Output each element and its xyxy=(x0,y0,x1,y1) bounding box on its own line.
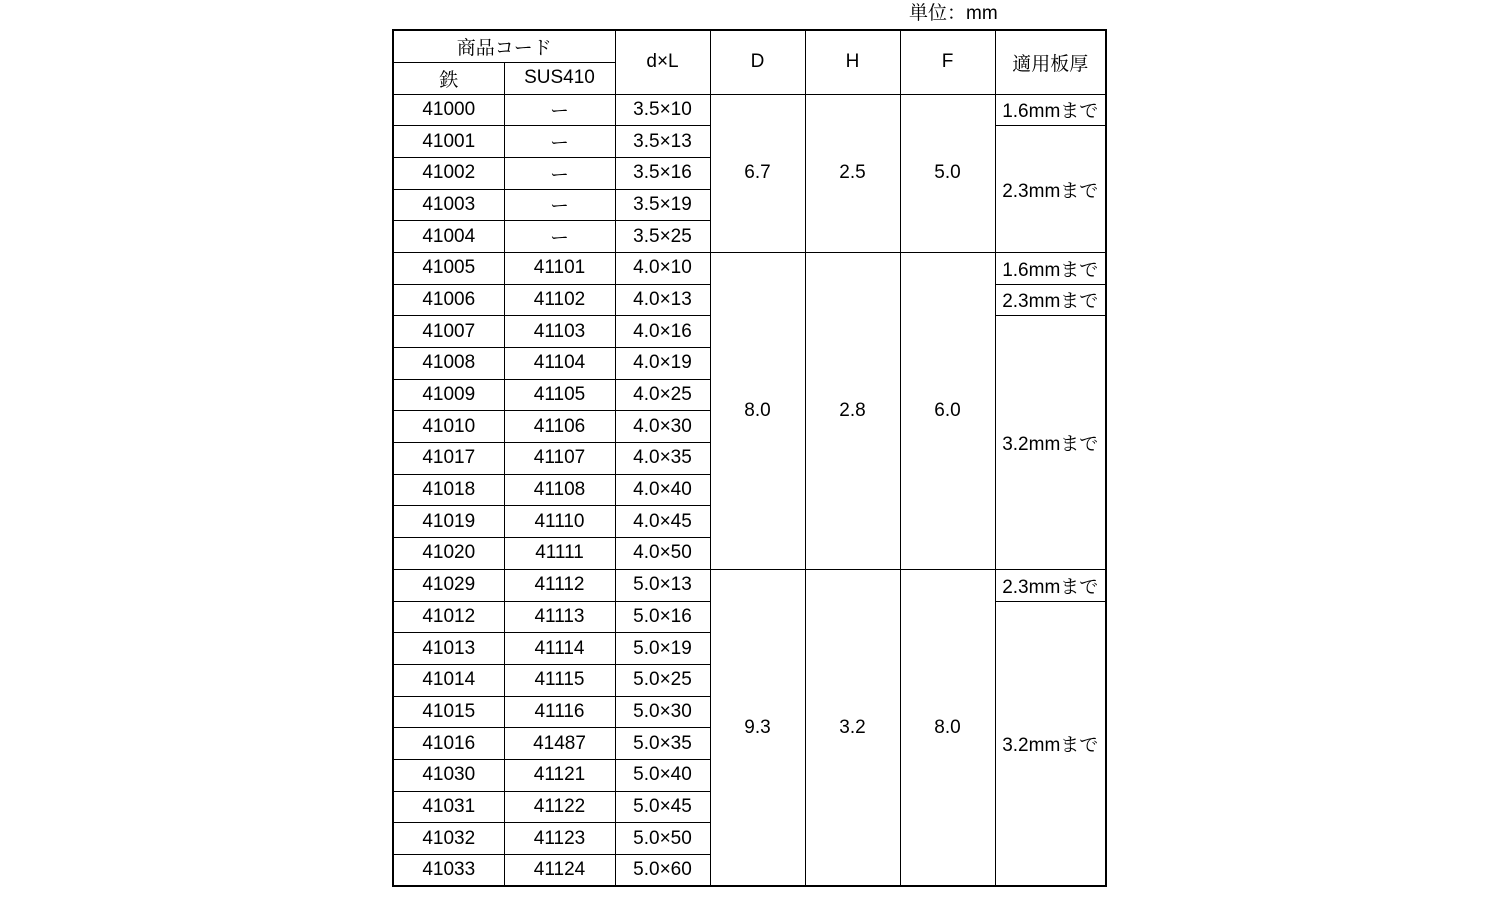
cell-iron-code: 41007 xyxy=(393,316,504,348)
cell-iron-code: 41020 xyxy=(393,538,504,570)
cell-dxl: 3.5×25 xyxy=(615,221,710,253)
cell-dxl: 4.0×13 xyxy=(615,284,710,316)
cell-sus410-code: ー xyxy=(504,157,615,189)
header-dxl: d×L xyxy=(615,30,710,94)
cell-iron-code: 41000 xyxy=(393,94,504,126)
cell-sus410-code: 41115 xyxy=(504,664,615,696)
header-sus410: SUS410 xyxy=(504,62,615,94)
cell-dxl: 4.0×50 xyxy=(615,538,710,570)
header-d: D xyxy=(710,30,805,94)
cell-thickness: 3.2mmまで xyxy=(995,601,1106,886)
cell-iron-code: 41012 xyxy=(393,601,504,633)
cell-dxl: 5.0×50 xyxy=(615,823,710,855)
cell-thickness: 1.6mmまで xyxy=(995,252,1106,284)
cell-iron-code: 41031 xyxy=(393,791,504,823)
cell-sus410-code: 41101 xyxy=(504,252,615,284)
cell-sus410-code: 41104 xyxy=(504,348,615,380)
table-row xyxy=(393,252,1106,284)
cell-sus410-code: 41121 xyxy=(504,759,615,791)
cell-thickness: 2.3mmまで xyxy=(995,569,1106,601)
cell-sus410-code: ー xyxy=(504,126,615,158)
cell-iron-code: 41014 xyxy=(393,664,504,696)
cell-sus410-code: 41102 xyxy=(504,284,615,316)
cell-iron-code: 41030 xyxy=(393,759,504,791)
cell-iron-code: 41004 xyxy=(393,221,504,253)
cell-sus410-code: 41487 xyxy=(504,728,615,760)
header-h: H xyxy=(805,30,900,94)
cell-dxl: 3.5×19 xyxy=(615,189,710,221)
cell-sus410-code: 41106 xyxy=(504,411,615,443)
cell-dxl: 4.0×16 xyxy=(615,316,710,348)
table-row xyxy=(393,569,1106,601)
cell-thickness: 1.6mmまで xyxy=(995,94,1106,126)
cell-dxl: 4.0×40 xyxy=(615,474,710,506)
cell-dxl: 4.0×19 xyxy=(615,348,710,380)
cell-sus410-code: 41112 xyxy=(504,569,615,601)
cell-dxl: 4.0×30 xyxy=(615,411,710,443)
cell-iron-code: 41029 xyxy=(393,569,504,601)
cell-dxl: 5.0×30 xyxy=(615,696,710,728)
cell-sus410-code: 41114 xyxy=(504,633,615,665)
cell-sus410-code: 41110 xyxy=(504,506,615,538)
cell-dxl: 3.5×13 xyxy=(615,126,710,158)
cell-iron-code: 41009 xyxy=(393,379,504,411)
cell-iron-code: 41002 xyxy=(393,157,504,189)
cell-sus410-code: 41108 xyxy=(504,474,615,506)
cell-dxl: 5.0×60 xyxy=(615,855,710,887)
cell-sus410-code: 41105 xyxy=(504,379,615,411)
cell-iron-code: 41017 xyxy=(393,443,504,475)
cell-iron-code: 41019 xyxy=(393,506,504,538)
cell-iron-code: 41001 xyxy=(393,126,504,158)
cell-iron-code: 41032 xyxy=(393,823,504,855)
cell-sus410-code: ー xyxy=(504,221,615,253)
header-f: F xyxy=(900,30,995,94)
table-row xyxy=(393,94,1106,126)
cell-dxl: 3.5×16 xyxy=(615,157,710,189)
cell-f: 6.0 xyxy=(900,252,995,569)
header-iron: 鉄 xyxy=(393,62,504,94)
cell-iron-code: 41005 xyxy=(393,252,504,284)
cell-thickness: 2.3mmまで xyxy=(995,126,1106,253)
cell-dxl: 4.0×35 xyxy=(615,443,710,475)
cell-d: 6.7 xyxy=(710,94,805,252)
cell-dxl: 5.0×40 xyxy=(615,759,710,791)
cell-f: 5.0 xyxy=(900,94,995,252)
cell-sus410-code: 41122 xyxy=(504,791,615,823)
cell-d: 8.0 xyxy=(710,252,805,569)
cell-iron-code: 41033 xyxy=(393,855,504,887)
cell-dxl: 3.5×10 xyxy=(615,94,710,126)
cell-h: 2.8 xyxy=(805,252,900,569)
cell-dxl: 5.0×35 xyxy=(615,728,710,760)
cell-dxl: 5.0×16 xyxy=(615,601,710,633)
cell-d: 9.3 xyxy=(710,569,805,886)
cell-sus410-code: 41113 xyxy=(504,601,615,633)
cell-dxl: 5.0×19 xyxy=(615,633,710,665)
cell-sus410-code: 41123 xyxy=(504,823,615,855)
cell-sus410-code: 41103 xyxy=(504,316,615,348)
spec-table xyxy=(392,29,1107,887)
cell-sus410-code: 41107 xyxy=(504,443,615,475)
cell-sus410-code: 41111 xyxy=(504,538,615,570)
table-header xyxy=(393,30,1106,94)
cell-iron-code: 41016 xyxy=(393,728,504,760)
cell-iron-code: 41003 xyxy=(393,189,504,221)
cell-iron-code: 41008 xyxy=(393,348,504,380)
cell-h: 2.5 xyxy=(805,94,900,252)
cell-sus410-code: 41124 xyxy=(504,855,615,887)
cell-dxl: 4.0×45 xyxy=(615,506,710,538)
cell-sus410-code: ー xyxy=(504,94,615,126)
cell-sus410-code: 41116 xyxy=(504,696,615,728)
cell-f: 8.0 xyxy=(900,569,995,886)
cell-iron-code: 41018 xyxy=(393,474,504,506)
cell-iron-code: 41006 xyxy=(393,284,504,316)
unit-label: 単位：mm xyxy=(909,3,998,24)
cell-dxl: 4.0×10 xyxy=(615,252,710,284)
cell-dxl: 5.0×25 xyxy=(615,664,710,696)
cell-h: 3.2 xyxy=(805,569,900,886)
cell-sus410-code: ー xyxy=(504,189,615,221)
cell-dxl: 5.0×45 xyxy=(615,791,710,823)
cell-iron-code: 41013 xyxy=(393,633,504,665)
cell-thickness: 2.3mmまで xyxy=(995,284,1106,316)
cell-dxl: 5.0×13 xyxy=(615,569,710,601)
cell-iron-code: 41010 xyxy=(393,411,504,443)
header-thickness: 適用板厚 xyxy=(995,30,1106,94)
cell-thickness: 3.2mmまで xyxy=(995,316,1106,570)
header-product-code: 商品コード xyxy=(393,30,615,62)
table-body xyxy=(393,94,1106,886)
cell-dxl: 4.0×25 xyxy=(615,379,710,411)
cell-iron-code: 41015 xyxy=(393,696,504,728)
